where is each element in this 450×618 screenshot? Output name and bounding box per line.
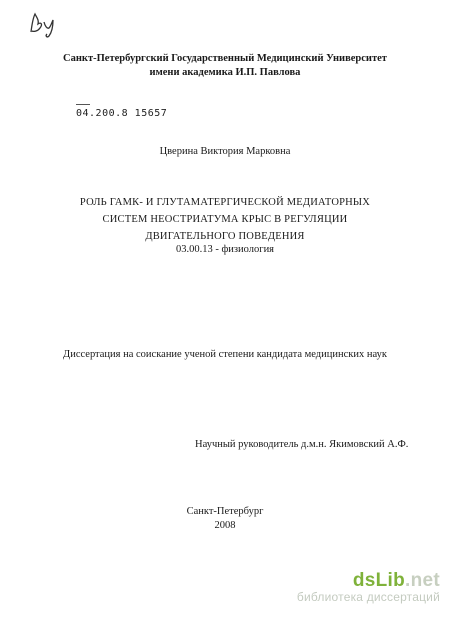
handwritten-note	[28, 10, 62, 40]
institution-line-2: имени академика И.П. Павлова	[149, 67, 301, 78]
watermark-name-part2: .net	[405, 570, 440, 591]
author-name: Цверина Виктория Марковна	[159, 146, 291, 157]
scientific-supervisor: Научный руководитель д.м.н. Якимовский А.Ф.	[195, 439, 409, 450]
stamp-mark	[76, 104, 90, 105]
title-line-2: СИСТЕМ НЕОСТРИАТУМА КРЫС В РЕГУЛЯЦИИ	[102, 214, 348, 225]
title-line-3: ДВИГАТЕЛЬНОГО ПОВЕДЕНИЯ	[145, 231, 305, 242]
institution-line-1: Санкт-Петербургский Государственный Медицинский Университет	[63, 53, 387, 64]
year: 2008	[214, 520, 236, 531]
city: Санкт-Петербург	[186, 506, 264, 517]
institution-header	[0, 52, 450, 80]
specialty-code: 03.00.13 - физиология	[175, 244, 275, 255]
dissertation-degree-line: Диссертация на соискание ученой степени кандидата медицинских наук	[63, 349, 387, 360]
dslib-watermark	[297, 570, 440, 604]
watermark-subtitle: библиотека диссертаций	[296, 590, 440, 604]
watermark-name-part1: dsLib	[352, 570, 406, 591]
title-line-1: РОЛЬ ГАМК- И ГЛУТАМАТЕРГИЧЕСКОЙ МЕДИАТОРНЫХ	[79, 197, 371, 208]
library-stamp-number: 04.200.8 15657	[76, 108, 168, 119]
place-and-year	[0, 505, 450, 533]
dissertation-title	[0, 194, 450, 245]
watermark-logo	[297, 570, 440, 592]
